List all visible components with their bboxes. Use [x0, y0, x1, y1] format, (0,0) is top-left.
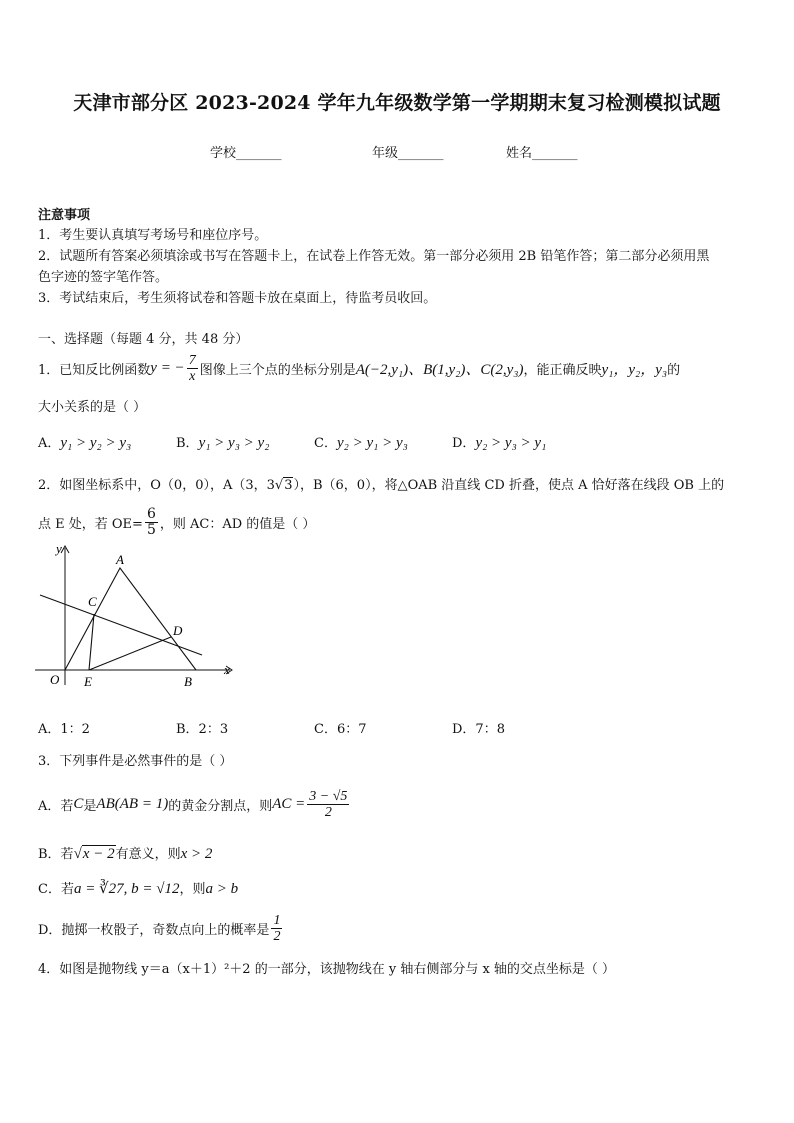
- q1-points: A(−2,y₁)、B(1,y₂)、C(2,y₃): [355, 361, 524, 378]
- triangle-oab: [65, 568, 196, 670]
- q2-fraction-num: 6: [146, 505, 156, 522]
- q2-line2b: ，则 AC：AD 的值是（ ）: [159, 516, 316, 532]
- option-expr: y₂ > y₁ > y₃: [336, 435, 408, 451]
- q3a-fraction-num: 3 − √5: [309, 788, 348, 804]
- q3-option-b: [38, 843, 212, 863]
- notice-item: 1．考生要认真填写考场号和座位序号。: [38, 228, 268, 243]
- option-letter: D．: [452, 436, 476, 451]
- question-1-line2: 大小关系的是（ ）: [38, 400, 147, 415]
- q1-mid: 图像上三个点的坐标分别是: [199, 362, 356, 378]
- q3d-pre: D．抛掷一枚骰子，奇数点向上的概率是: [38, 922, 270, 938]
- grade-field: 年级_______: [372, 146, 444, 161]
- q2-fraction-den: 5: [146, 521, 156, 538]
- label-b: B: [184, 674, 192, 689]
- label-e: E: [84, 674, 92, 689]
- question-1-stem: [38, 350, 680, 386]
- option-expr: y₁ > y₃ > y₂: [198, 435, 270, 451]
- q3c-math1: a = ∛27, b = √12: [73, 881, 180, 897]
- segment-ed: [89, 637, 171, 670]
- page-title: 天津市部分区 2023-2024 学年九年级数学第一学期期末复习检测模拟试题: [73, 92, 721, 114]
- option-letter: A．: [38, 436, 61, 451]
- q3-option-d: [38, 908, 284, 948]
- notice-item: 2．试题所有答案必须填涂或书写在答题卡上，在试卷上作答无效。第一部分必须用 2B 铅笔作答；第二部分必须用黑: [38, 249, 710, 264]
- option-expr: y₁ > y₂ > y₃: [60, 435, 132, 451]
- question-2-line1: [38, 474, 724, 493]
- question-3-stem: 3．下列事件是必然事件的是（ ）: [38, 754, 233, 769]
- q1-option-a: [38, 432, 131, 452]
- label-d: D: [173, 623, 183, 638]
- q3a-pre: A．若: [38, 798, 74, 814]
- q3a-math1: C: [73, 795, 84, 812]
- section-heading: 一、选择题（每题 4 分，共 48 分）: [38, 332, 249, 347]
- q2-fraction: [145, 507, 158, 538]
- q3b-pre: B．若: [38, 847, 74, 862]
- option-letter: C．: [314, 436, 337, 451]
- q2-line1a: 2．如图坐标系中，O（0，0），A（3，3: [38, 478, 275, 493]
- q3b-mid: 有意义，则: [115, 847, 181, 862]
- q2-option-d: D．7：8: [452, 722, 505, 737]
- q3a-mid2: 的黄金分割点，则: [168, 798, 273, 814]
- q3b-math: x > 2: [180, 846, 213, 862]
- q3a-mid1: 是: [83, 798, 97, 814]
- q2-option-c: C．6：7: [314, 722, 367, 737]
- q3d-fraction: [271, 913, 282, 944]
- label-c: C: [88, 594, 97, 609]
- q1-fraction-num: 7: [188, 352, 196, 368]
- label-o: O: [50, 672, 60, 687]
- q3a-fraction: [307, 789, 349, 820]
- q2-root: 3: [284, 478, 293, 493]
- name-field: 姓名_______: [506, 146, 578, 161]
- q3d-fraction-den: 2: [273, 928, 281, 944]
- q1-option-d: [452, 432, 546, 452]
- label-y: y: [56, 541, 62, 556]
- q1-tail: 的: [667, 362, 681, 378]
- notice-heading: 注意事项: [38, 208, 91, 223]
- q2-option-a: A．1：2: [38, 722, 90, 737]
- q3-option-a: [38, 784, 351, 824]
- question-4-stem: 4．如图是抛物线 y＝a（x＋1）²＋2 的一部分，该抛物线在 y 轴右侧部分与 x 轴的交点坐标是（ ）: [38, 962, 616, 977]
- q1-vars: y₁，y₂，y₃: [601, 361, 668, 378]
- q3b-radicand: x − 2: [82, 846, 115, 862]
- q2-option-b: B．2：3: [176, 722, 229, 737]
- q3c-math2: a > b: [205, 881, 239, 897]
- q1-fraction: [187, 353, 198, 384]
- q3d-fraction-num: 1: [273, 912, 281, 928]
- q2-sqrt: √3: [274, 478, 293, 493]
- q1-option-c: [314, 432, 408, 452]
- option-letter: B．: [176, 436, 199, 451]
- q3a-math2: AB(AB = 1): [96, 795, 169, 812]
- q3-option-c: [38, 878, 238, 898]
- q3a-math3: AC =: [272, 795, 306, 812]
- label-a: A: [116, 552, 124, 567]
- question-2-line2: [38, 504, 315, 540]
- q3c-mid: ，则: [179, 882, 206, 897]
- q2-line1b: ），B（6，0），将△OAB 沿直线 CD 折叠，使点 A 恰好落在线段 OB 上的: [293, 478, 725, 493]
- notice-item: 色字迹的签字笔作答。: [38, 270, 169, 285]
- q1-function: y = −: [150, 359, 185, 376]
- notice-item: 3．考试结束后，考生须将试卷和答题卡放在桌面上，待监考员收回。: [38, 291, 437, 306]
- q3a-fraction-den: 2: [324, 804, 332, 820]
- school-field: 学校_______: [210, 146, 282, 161]
- q3c-pre: C．若: [38, 882, 74, 897]
- q1-option-b: [176, 432, 269, 452]
- segment-ce: [89, 614, 94, 670]
- q2-line2a: 点 E 处，若 OE=: [38, 516, 143, 532]
- q1-prefix: 1．已知反比例函数: [38, 362, 151, 378]
- q1-fraction-den: x: [189, 368, 196, 384]
- q1-suffix: ，能正确反映: [523, 362, 602, 378]
- label-x: x: [224, 662, 230, 677]
- q3b-sqrt: √x − 2: [73, 846, 115, 862]
- q2-figure: [30, 540, 250, 690]
- option-expr: y₂ > y₃ > y₁: [475, 435, 547, 451]
